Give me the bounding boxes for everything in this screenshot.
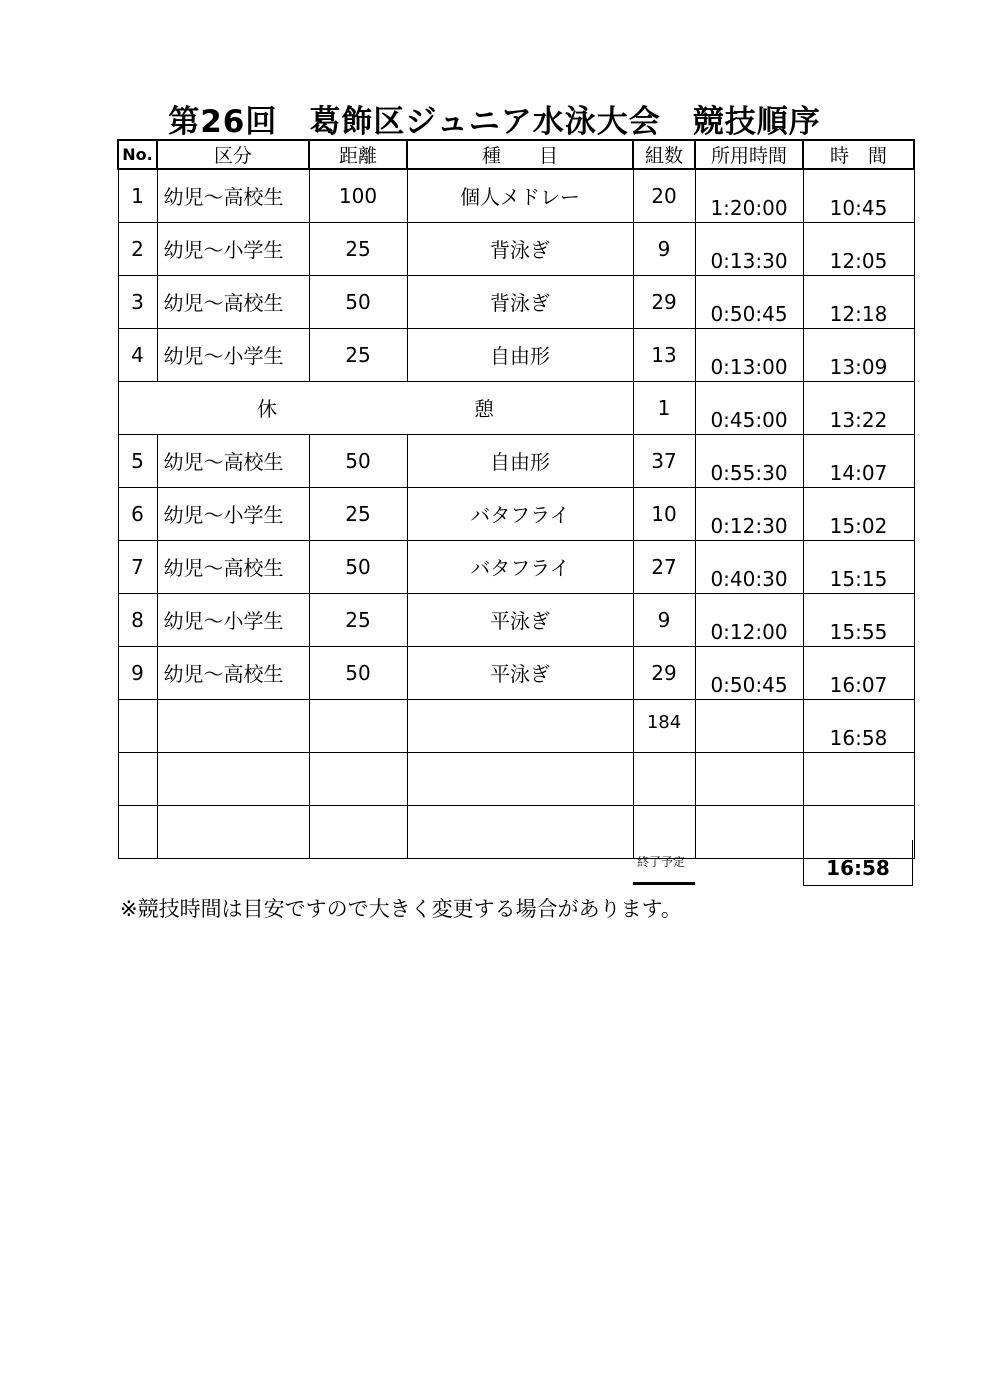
total-row [118, 699, 914, 752]
row-time: 16:07 [803, 646, 914, 699]
row-distance: 50 [309, 275, 407, 328]
break-row [118, 381, 914, 434]
break-label-left: 休 [257, 397, 277, 421]
row-no: 7 [118, 540, 157, 593]
row-duration: 0:13:30 [695, 222, 803, 275]
schedule-table [117, 139, 915, 859]
row-distance: 25 [309, 222, 407, 275]
row-distance: 25 [309, 593, 407, 646]
empty-cell [118, 752, 157, 805]
empty-cell [695, 699, 803, 752]
row-no: 9 [118, 646, 157, 699]
row-groups: 9 [633, 222, 695, 275]
row-category: 幼児～小学生 [157, 222, 309, 275]
empty-cell [118, 699, 157, 752]
row-duration: 1:20:00 [695, 169, 803, 222]
table-row [118, 328, 914, 381]
row-event: バタフライ [407, 487, 633, 540]
row-event: 背泳ぎ [407, 222, 633, 275]
row-category: 幼児～高校生 [157, 540, 309, 593]
row-category: 幼児～高校生 [157, 275, 309, 328]
row-distance: 100 [309, 169, 407, 222]
break-label-right: 憩 [474, 397, 494, 421]
row-time: 14:07 [803, 434, 914, 487]
empty-cell [407, 752, 633, 805]
row-no: 4 [118, 328, 157, 381]
empty-cell [309, 699, 407, 752]
row-category: 幼児～小学生 [157, 328, 309, 381]
empty-cell [695, 805, 803, 858]
table-row [118, 593, 914, 646]
row-event: 自由形 [407, 328, 633, 381]
row-time: 13:09 [803, 328, 914, 381]
end-label: 終了予定 [633, 851, 695, 885]
empty-cell [407, 805, 633, 858]
row-duration: 0:55:30 [695, 434, 803, 487]
break-duration: 0:45:00 [695, 381, 803, 434]
row-distance: 25 [309, 328, 407, 381]
row-duration: 0:12:30 [695, 487, 803, 540]
empty-cell [157, 805, 309, 858]
empty-cell [309, 752, 407, 805]
row-category: 幼児～高校生 [157, 646, 309, 699]
row-groups: 29 [633, 646, 695, 699]
break-groups: 1 [633, 381, 695, 434]
row-no: 2 [118, 222, 157, 275]
row-time: 12:05 [803, 222, 914, 275]
header-category: 区分 [157, 140, 309, 169]
row-time: 15:15 [803, 540, 914, 593]
header-groups: 組数 [633, 140, 695, 169]
empty-cell [157, 699, 309, 752]
row-no: 1 [118, 169, 157, 222]
empty-cell [695, 752, 803, 805]
row-duration: 0:12:00 [695, 593, 803, 646]
break-label [118, 381, 633, 434]
empty-cell [118, 805, 157, 858]
header-distance: 距離 [309, 140, 407, 169]
row-category: 幼児～高校生 [157, 169, 309, 222]
break-time: 13:22 [803, 381, 914, 434]
row-time: 15:02 [803, 487, 914, 540]
row-groups: 9 [633, 593, 695, 646]
row-category: 幼児～小学生 [157, 487, 309, 540]
table-row [118, 434, 914, 487]
row-event: 自由形 [407, 434, 633, 487]
header-time: 時 間 [803, 140, 914, 169]
table-row [118, 169, 914, 222]
row-time: 10:45 [803, 169, 914, 222]
row-distance: 50 [309, 434, 407, 487]
row-groups: 29 [633, 275, 695, 328]
table-row [118, 275, 914, 328]
empty-cell [157, 752, 309, 805]
row-time: 15:55 [803, 593, 914, 646]
row-distance: 50 [309, 646, 407, 699]
empty-cell [803, 752, 914, 805]
row-groups: 37 [633, 434, 695, 487]
row-category: 幼児～小学生 [157, 593, 309, 646]
row-no: 3 [118, 275, 157, 328]
table-row [118, 540, 914, 593]
table-row [118, 222, 914, 275]
row-groups: 10 [633, 487, 695, 540]
row-event: 平泳ぎ [407, 646, 633, 699]
row-duration: 0:50:45 [695, 646, 803, 699]
page-title: 第26回 葛飾区ジュニア水泳大会 競技順序 [168, 104, 821, 140]
row-duration: 0:13:00 [695, 328, 803, 381]
empty-cell [309, 805, 407, 858]
row-groups: 20 [633, 169, 695, 222]
row-no: 6 [118, 487, 157, 540]
footnote: ※競技時間は目安ですので大きく変更する場合があります。 [120, 897, 682, 921]
row-event: バタフライ [407, 540, 633, 593]
header-no: No. [118, 140, 157, 169]
row-event: 平泳ぎ [407, 593, 633, 646]
row-time: 12:18 [803, 275, 914, 328]
row-no: 8 [118, 593, 157, 646]
empty-row [118, 805, 914, 858]
row-event: 背泳ぎ [407, 275, 633, 328]
row-duration: 0:50:45 [695, 275, 803, 328]
row-distance: 50 [309, 540, 407, 593]
row-no: 5 [118, 434, 157, 487]
row-duration: 0:40:30 [695, 540, 803, 593]
end-time: 16:58 [803, 840, 913, 886]
row-groups: 27 [633, 540, 695, 593]
row-groups: 13 [633, 328, 695, 381]
row-distance: 25 [309, 487, 407, 540]
table-row [118, 487, 914, 540]
empty-row [118, 752, 914, 805]
empty-cell [407, 699, 633, 752]
empty-cell [633, 752, 695, 805]
header-duration: 所用時間 [695, 140, 803, 169]
table-row [118, 646, 914, 699]
table-header-row [118, 140, 914, 169]
row-category: 幼児～高校生 [157, 434, 309, 487]
row-event: 個人メドレー [407, 169, 633, 222]
total-groups: 184 [633, 699, 695, 752]
header-event: 種 目 [407, 140, 633, 169]
total-time: 16:58 [803, 699, 914, 752]
